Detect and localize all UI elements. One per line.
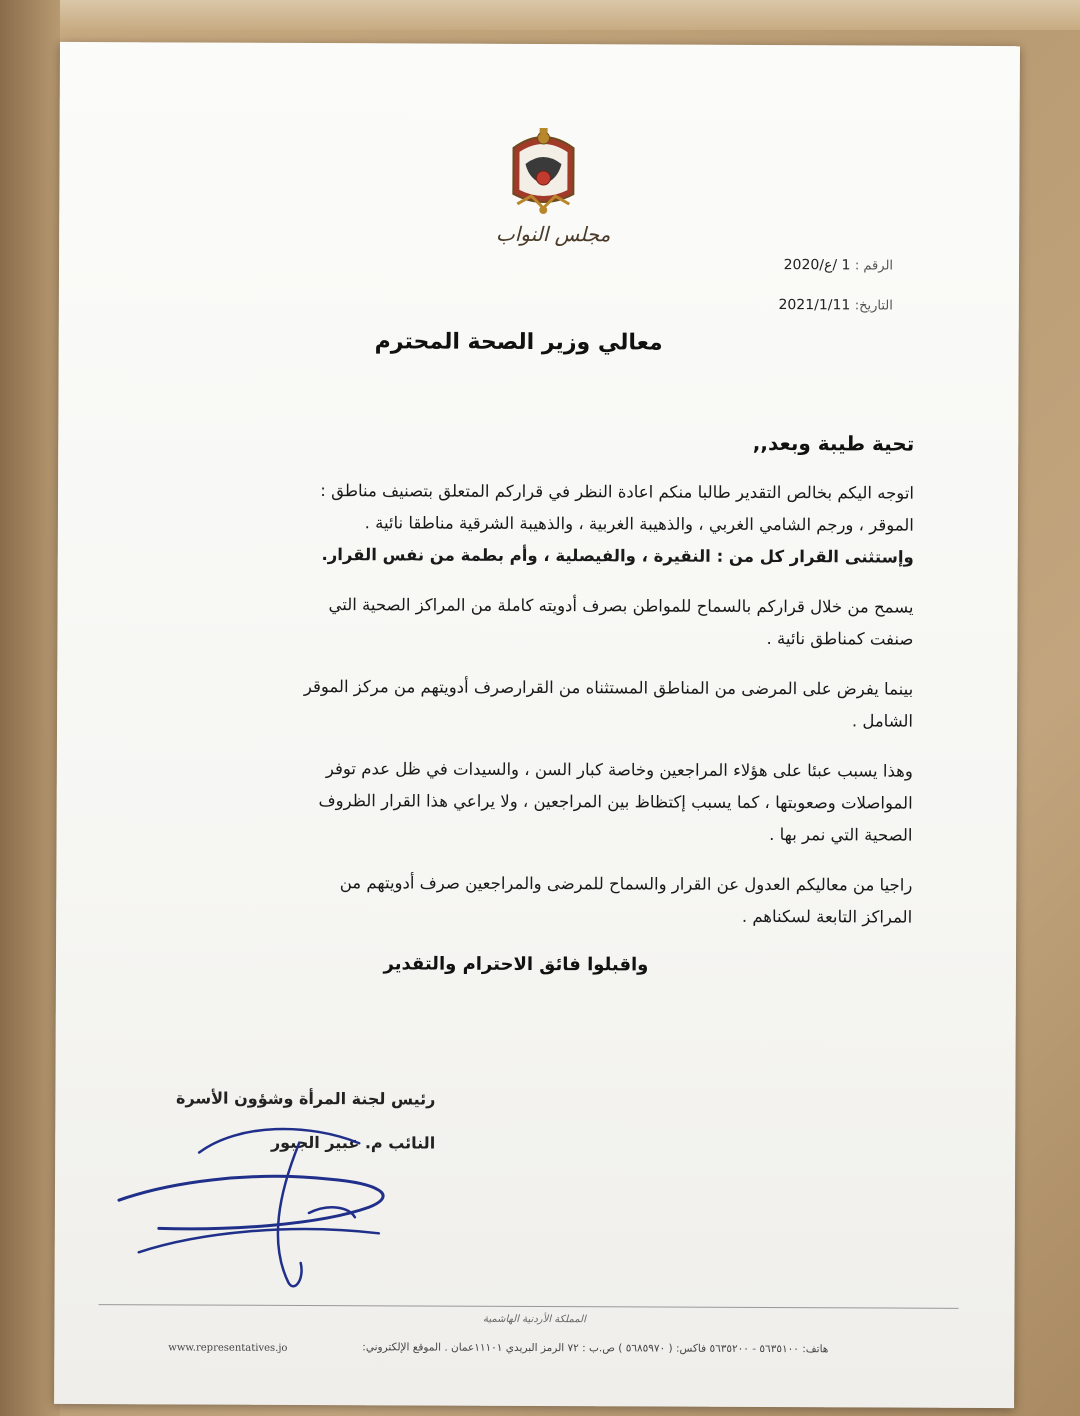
paragraph-line: الموقر ، ورجم الشامي الغربي ، والذهيبة الغربية ، والذهيبة الشرقية مناطقا نائية . bbox=[364, 513, 914, 535]
paragraph-line: يسمح من خلال قراركم بالسماح للمواطن بصرف أدويته كاملة من المراكز الصحية التي bbox=[328, 595, 914, 617]
letter-page bbox=[54, 42, 1020, 1408]
handwritten-signature bbox=[79, 1082, 440, 1294]
letter-greeting: تحية طيبة وبعد,, bbox=[752, 430, 915, 456]
paragraph-line: الصحية التي نمر بها . bbox=[769, 825, 913, 845]
paragraph-line: المواصلات وصعوبتها ، كما يسبب إكتظاظ بين المراجعين ، ولا يراعي هذا القرار الظروف bbox=[318, 791, 913, 813]
signatory-title: رئيس لجنة المرأة وشؤون الأسرة bbox=[175, 1088, 436, 1109]
reference-number-label: الرقم : bbox=[854, 258, 894, 274]
background-table-edge bbox=[0, 0, 60, 1416]
reference-number bbox=[784, 257, 893, 273]
letter-title: معالي وزير الصحة المحترم bbox=[374, 329, 663, 356]
paragraph-1 bbox=[138, 474, 914, 573]
signatory-name: النائب م. عبير الجبور bbox=[270, 1132, 436, 1153]
reference-date-value: 2021/1/11 bbox=[778, 297, 851, 314]
paragraph-5 bbox=[136, 866, 912, 933]
reference-number-value: 1 /ع/2020 bbox=[783, 257, 851, 274]
paragraph-line: راجيا من معاليكم العدول عن القرار والسماح للمرضى والمراجعين صرف أدويتهم من bbox=[339, 873, 913, 895]
background-table-top bbox=[0, 0, 1080, 30]
letter-closing: واقبلوا فائق الاحترام والتقدير bbox=[383, 953, 649, 976]
letter-body bbox=[136, 474, 914, 951]
footer-emblem-text: المملكة الأردنية الهاشمية bbox=[482, 1313, 586, 1326]
paragraph-line: اتوجه اليكم بخالص التقدير طالبا منكم اعادة النظر في قراركم المتعلق بتصنيف مناطق : bbox=[320, 481, 915, 503]
paragraph-line: وهذا يسبب عبئا على هؤلاء المراجعين وخاصة كبار السن ، والسيدات في ظل عدم توفر bbox=[325, 759, 913, 781]
paragraph-line: وإستثنى القرار كل من : النقيرة ، والفيصلية ، وأم بطمة من نفس القرار. bbox=[321, 545, 914, 567]
paragraph-line: المراكز التابعة لسكناهم . bbox=[741, 906, 913, 927]
council-name-logo: مجلس النواب bbox=[495, 221, 611, 247]
paragraph-3 bbox=[137, 670, 913, 737]
paragraph-2 bbox=[137, 588, 913, 655]
royal-coat-of-arms-icon bbox=[505, 124, 581, 216]
paragraph-line: الشامل . bbox=[851, 711, 914, 731]
reference-date-label: التاريخ: bbox=[854, 298, 893, 314]
footer-contact-details: هاتف: ٥٦٣٥١٠٠ - ٥٦٣٥٢٠٠ فاكس: ( ٥٦٨٥٩٧٠ ) ص.ب : ٧٢ الرمز البريدي ١١١٠١عمان . الموقع الإلكتروني: bbox=[362, 1341, 829, 1356]
footer-website: www.representatives.jo bbox=[168, 1342, 288, 1354]
paragraph-line: صنفت كمناطق نائية . bbox=[766, 628, 914, 649]
footer-divider bbox=[98, 1304, 958, 1309]
paragraph-line: بينما يفرض على المرضى من المناطق المستثناه من القرارصرف أدويتهم من مركز الموقر bbox=[303, 676, 914, 699]
reference-date bbox=[778, 297, 892, 313]
paragraph-4 bbox=[136, 752, 912, 851]
